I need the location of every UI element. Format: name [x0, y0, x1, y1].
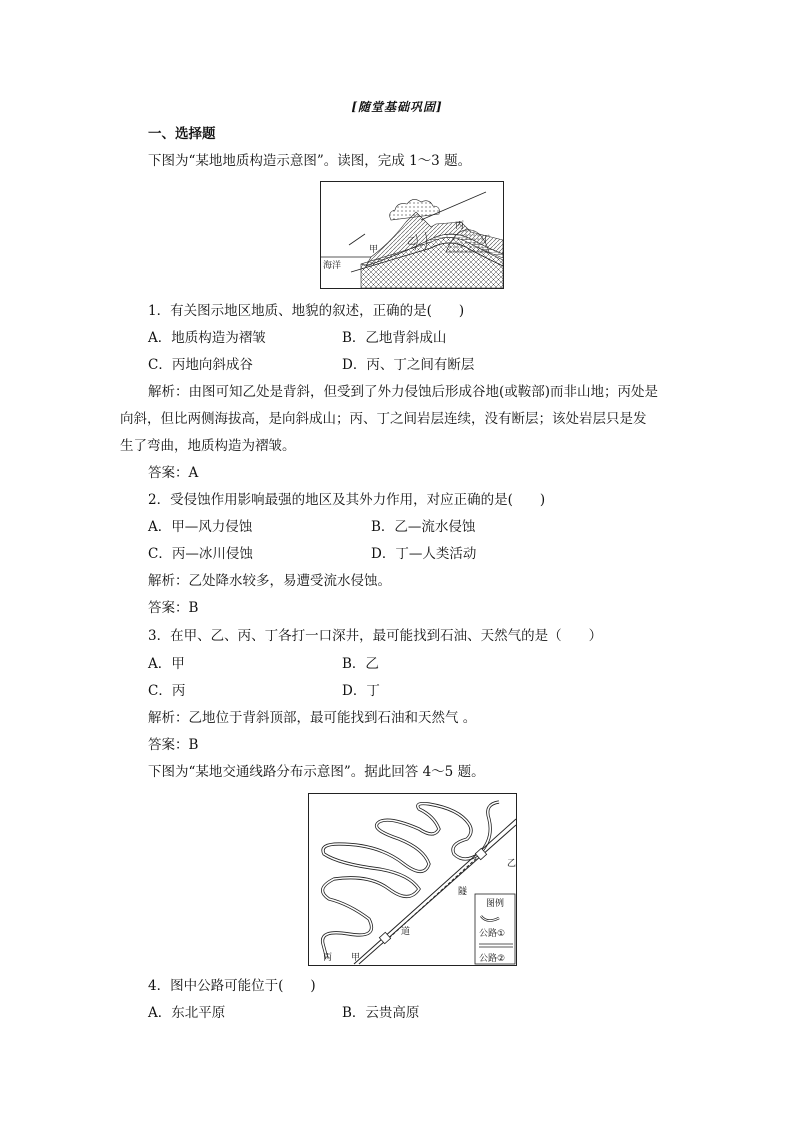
- q2-option-a: A．甲—风力侵蚀: [148, 519, 253, 535]
- legend-road2-label: 公路②: [479, 954, 506, 964]
- label-dao: 道: [401, 927, 411, 937]
- label-bing: 丙: [455, 221, 465, 231]
- q1-option-b: B．乙地背斜成山: [342, 330, 447, 346]
- q1-option-c: C．丙地向斜成谷: [148, 357, 253, 373]
- label-ding: 丁: [481, 235, 491, 245]
- intro-text-2: 下图为“某地交通线路分布示意图”。据此回答 4～5 题。: [148, 764, 485, 780]
- legend-title: 图例: [486, 899, 505, 909]
- geology-figure: [320, 181, 504, 289]
- label-jia: 甲: [351, 953, 361, 963]
- q3-option-b: B．乙: [342, 656, 379, 672]
- q1-analysis-line: 向斜，但比两侧海拔高，是向斜成山；丙、丁之间岩层连续，没有断层；该处岩层只是发: [120, 411, 647, 427]
- q1-stem: 1．有关图示地区地质、地貌的叙述，正确的是( ): [148, 303, 465, 319]
- q3-stem: 3．在甲、乙、丙、丁各打一口深井，最可能找到石油、天然气的是（ ）: [148, 628, 603, 644]
- q1-answer: 答案：A: [148, 465, 199, 481]
- choice-heading: 一、选择题: [148, 126, 216, 142]
- q1-option-d: D．丙、丁之间有断层: [342, 357, 475, 373]
- label-sui: 隧: [458, 887, 468, 897]
- label-yi: 乙: [407, 237, 417, 247]
- label-ocean: 海洋: [323, 261, 342, 271]
- q3-analysis: 解析：乙地位于背斜顶部，最可能找到石油和天然气 。: [148, 710, 477, 726]
- transport-figure: [308, 793, 517, 966]
- q4-stem: 4．图中公路可能位于( ): [148, 978, 316, 994]
- label-jia: 甲: [369, 245, 379, 255]
- q4-option-b: B．云贵高原: [342, 1005, 420, 1021]
- label-bing: 丙: [323, 953, 333, 963]
- legend-road1-label: 公路①: [479, 929, 506, 939]
- q1-option-a: A．地质构造为褶皱: [148, 330, 266, 346]
- q4-option-a: A．东北平原: [148, 1005, 226, 1021]
- intro-text-1: 下图为“某地地质构造示意图”。读图，完成 1～3 题。: [148, 153, 472, 169]
- q3-option-a: A．甲: [148, 656, 185, 672]
- label-yi: 乙: [507, 859, 516, 869]
- q2-option-b: B．乙—流水侵蚀: [371, 519, 476, 535]
- q2-option-c: C．丙—冰川侵蚀: [148, 546, 253, 562]
- transport-diagram: [309, 794, 516, 965]
- q2-option-d: D．丁—人类活动: [371, 546, 477, 562]
- q2-analysis: 解析：乙处降水较多，易遭受流水侵蚀。: [148, 573, 391, 589]
- section-title: [随堂基础巩固]: [351, 100, 443, 114]
- q2-stem: 2．受侵蚀作用影响最强的地区及其外力作用，对应正确的是( ): [148, 492, 546, 508]
- q1-analysis-line: 解析：由图可知乙处是背斜，但受到了外力侵蚀后形成谷地(或鞍部)而非山地；丙处是: [148, 384, 659, 400]
- q1-analysis-line: 生了弯曲，地质构造为褶皱。: [120, 438, 296, 454]
- geology-diagram: [321, 182, 503, 288]
- q3-option-d: D．丁: [342, 683, 380, 699]
- q2-answer: 答案：B: [148, 600, 199, 616]
- q3-answer: 答案：B: [148, 737, 199, 753]
- q3-option-c: C．丙: [148, 683, 186, 699]
